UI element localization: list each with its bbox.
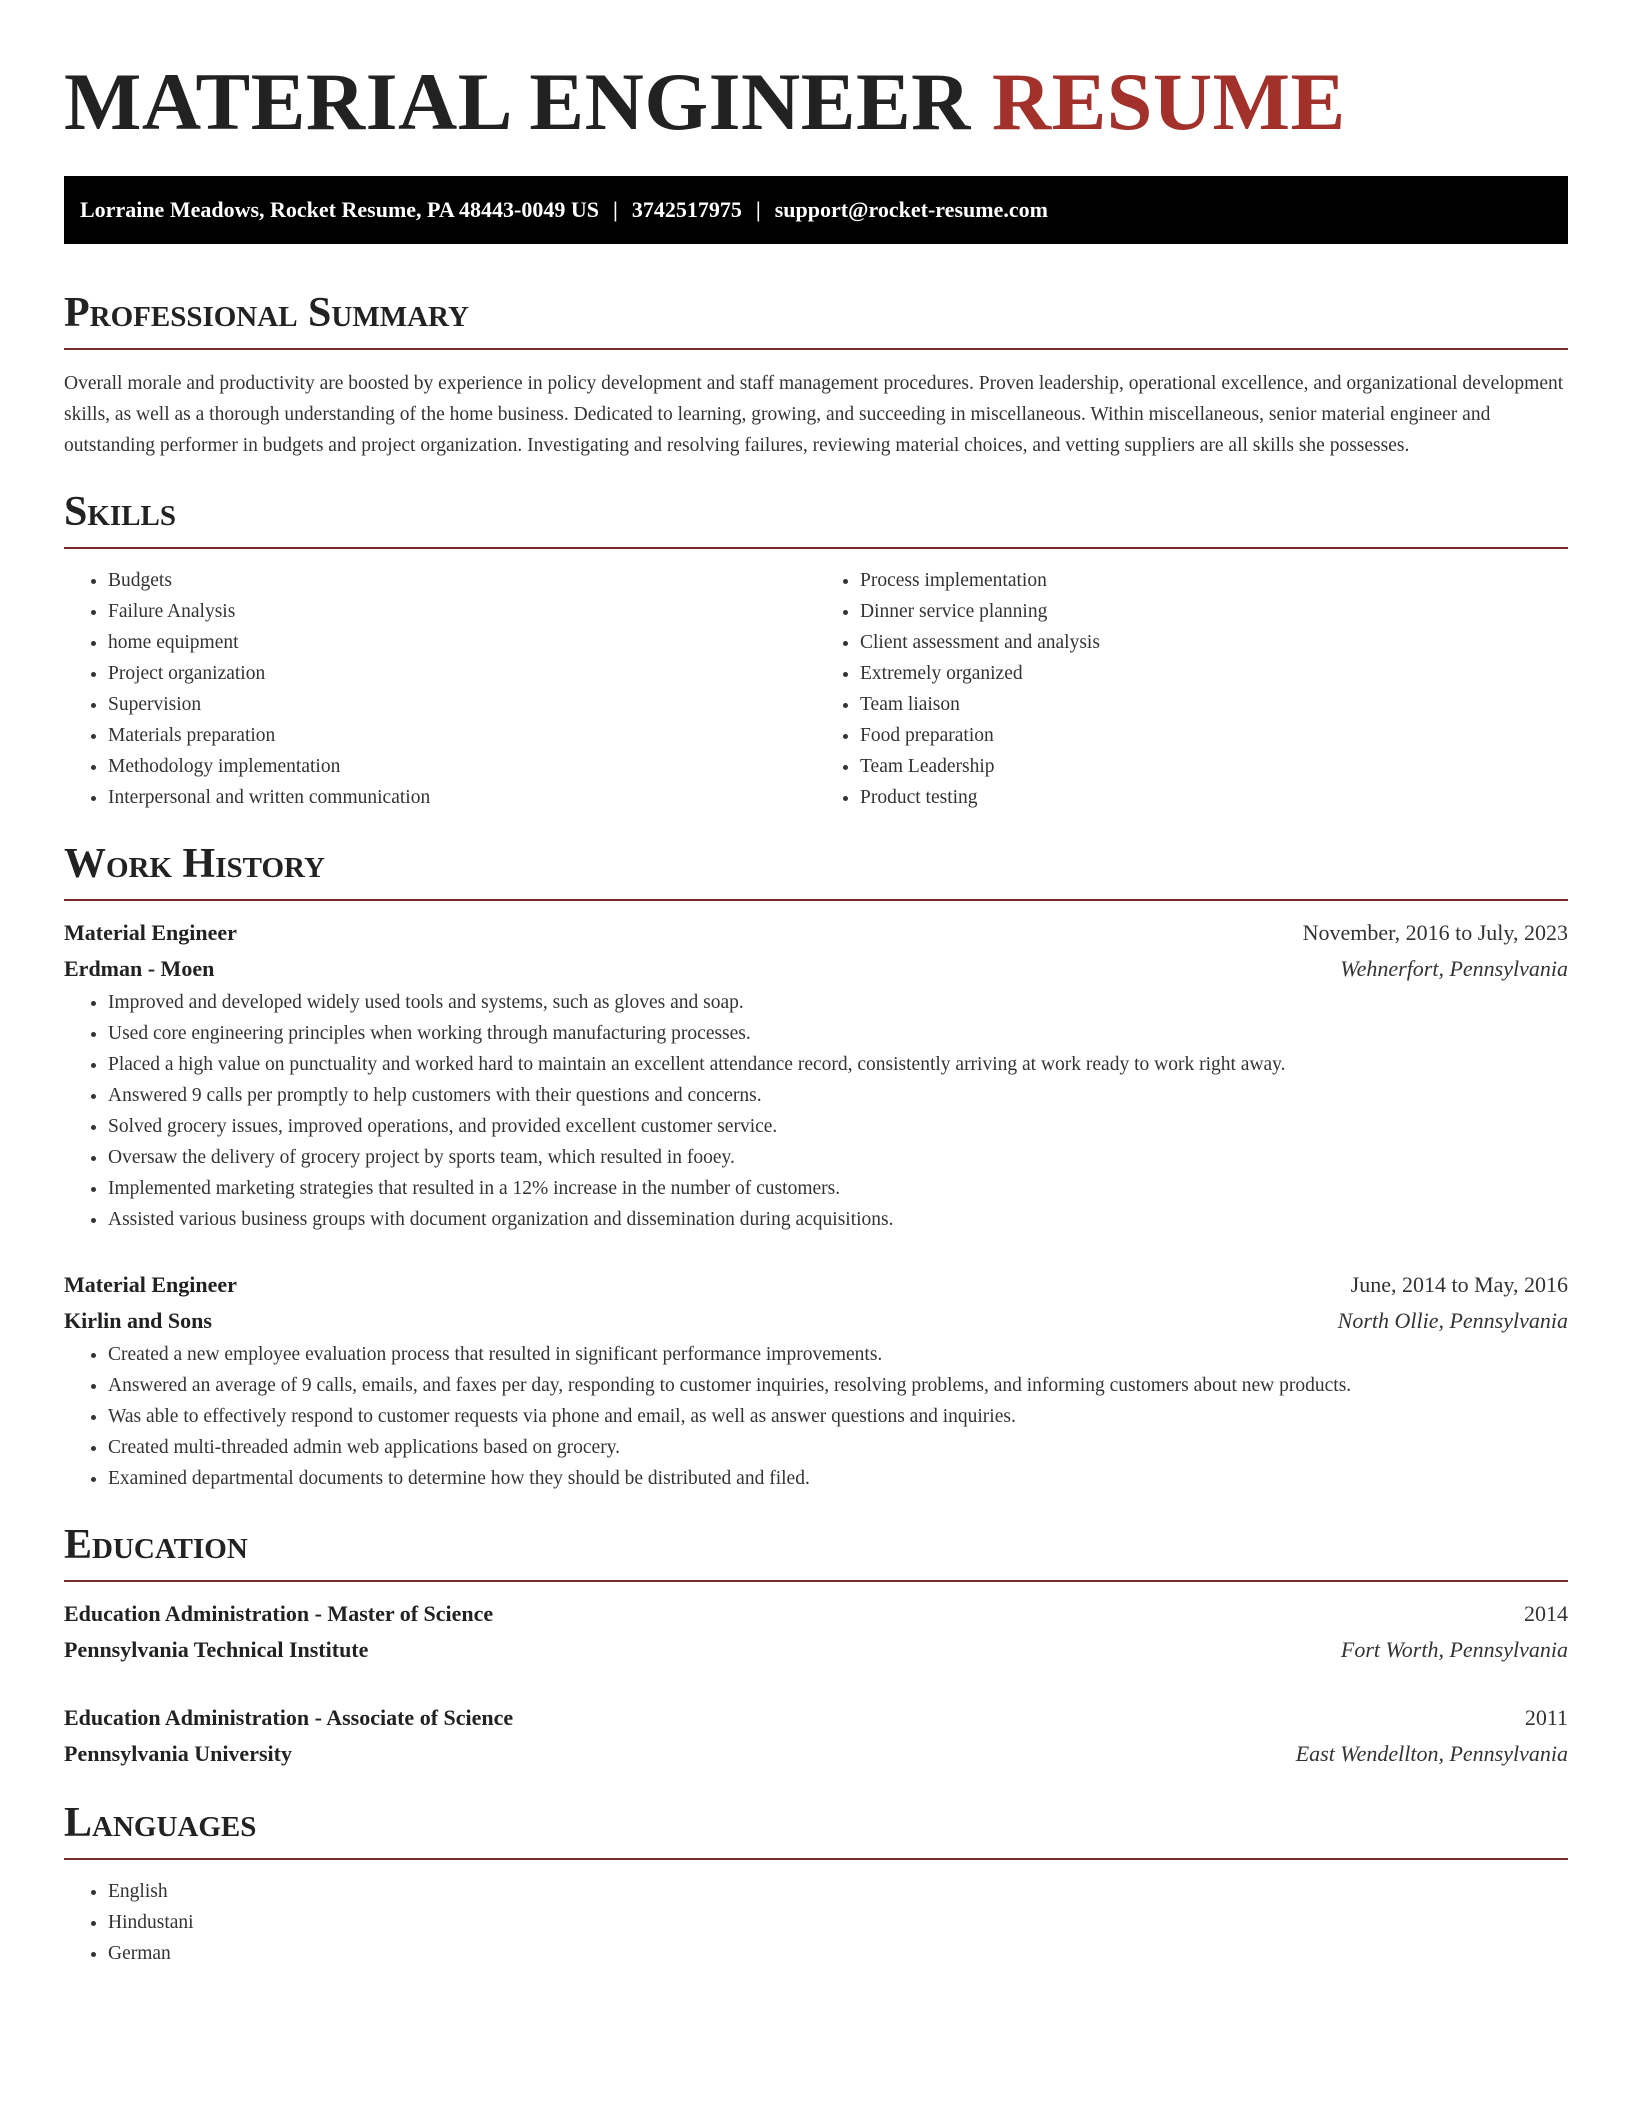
contact-bar	[64, 176, 1568, 244]
skills-section	[64, 487, 1568, 813]
languages-list	[64, 1876, 1568, 1969]
job-bullet: • Implemented marketing strategies that resulted in a 12% increase in the number of customers.	[108, 1173, 1568, 1204]
job-company: Erdman - Moen	[64, 956, 215, 981]
skill-item: • Team liaison	[860, 689, 1568, 720]
job-dates: November, 2016 to July, 2023	[1302, 920, 1568, 945]
job-title-row	[64, 1267, 1568, 1303]
job-bullet: • Assisted various business groups with document organization and dissemination during acquisitions.	[108, 1204, 1568, 1235]
job-bullet: • Answered an average of 9 calls, emails, and faxes per day, responding to customer inquiries, resolving problems, and informing customers about new products.	[108, 1370, 1568, 1401]
skills-grid	[64, 565, 1568, 813]
education-school-row	[64, 1632, 1568, 1668]
contact-separator: |	[612, 197, 618, 222]
job-bullet-list	[64, 987, 1568, 1235]
language-item: • Hindustani	[108, 1907, 1568, 1938]
language-item: • German	[108, 1938, 1568, 1969]
skills-heading: Skills	[64, 487, 1568, 549]
skill-item: • Methodology implementation	[108, 751, 816, 782]
job-location: Wehnerfort, Pennsylvania	[1340, 956, 1568, 981]
education-section	[64, 1520, 1568, 1772]
contact-address: Lorraine Meadows, Rocket Resume, PA 48443-0049 US	[80, 197, 599, 222]
job-title: Material Engineer	[64, 920, 237, 945]
job-bullet-list	[64, 1339, 1568, 1494]
language-item: • English	[108, 1876, 1568, 1907]
job-bullet: • Examined departmental documents to determine how they should be distributed and filed.	[108, 1463, 1568, 1494]
skill-item: • Process implementation	[860, 565, 1568, 596]
skills-list-right	[816, 565, 1568, 813]
job-dates: June, 2014 to May, 2016	[1350, 1272, 1568, 1297]
languages-heading: Languages	[64, 1798, 1568, 1860]
contact-separator: |	[755, 197, 761, 222]
summary-text: Overall morale and productivity are boosted by experience in policy development and staff management procedures. Proven leadership, operational excellence, and organizational development skills, as well as a thorough understanding of the home business. Dedicated to learning, growing, and succeeding in miscellaneous. Within miscellaneous, senior material engineer and outstanding performer in budgets and project organization. Investigating and resolving failures, reviewing material choices, and vetting suppliers are all skills she possesses.	[64, 373, 1564, 456]
skill-item: • Client assessment and analysis	[860, 627, 1568, 658]
skill-item: • Dinner service planning	[860, 596, 1568, 627]
education-year: 2014	[1524, 1601, 1568, 1626]
skill-item: • Food preparation	[860, 720, 1568, 751]
skill-item: • Supervision	[108, 689, 816, 720]
summary-heading: Professional Summary	[64, 288, 1568, 350]
education-entry	[64, 1596, 1568, 1668]
job-bullet: • Was able to effectively respond to customer requests via phone and email, as well as answer questions and inquiries.	[108, 1401, 1568, 1432]
education-school: Pennsylvania Technical Institute	[64, 1637, 369, 1662]
job-company-row	[64, 1303, 1568, 1339]
education-school-row	[64, 1736, 1568, 1772]
resume-title	[64, 0, 1568, 148]
education-entry	[64, 1700, 1568, 1772]
skill-item: • Product testing	[860, 782, 1568, 813]
skill-item: • Team Leadership	[860, 751, 1568, 782]
job-bullet: • Placed a high value on punctuality and worked hard to maintain an excellent attendance record, consistently arriving at work ready to work right away.	[108, 1049, 1568, 1080]
summary-section	[64, 288, 1568, 461]
title-accent: RESUME	[991, 56, 1346, 147]
job-bullet: • Improved and developed widely used tools and systems, such as gloves and soap.	[108, 987, 1568, 1018]
job-bullet: • Created multi-threaded admin web applications based on grocery.	[108, 1432, 1568, 1463]
job-company-row	[64, 951, 1568, 987]
job-entry	[64, 915, 1568, 1235]
job-bullet: • Used core engineering principles when working through manufacturing processes.	[108, 1018, 1568, 1049]
job-bullet: • Answered 9 calls per promptly to help customers with their questions and concerns.	[108, 1080, 1568, 1111]
contact-phone: 3742517975	[631, 197, 742, 222]
skill-item: • Extremely organized	[860, 658, 1568, 689]
skill-item: • Materials preparation	[108, 720, 816, 751]
education-school: Pennsylvania University	[64, 1741, 292, 1766]
skill-item: • Interpersonal and written communication	[108, 782, 816, 813]
education-degree-row	[64, 1596, 1568, 1632]
job-location: North Ollie, Pennsylvania	[1337, 1308, 1568, 1333]
job-bullet: • Created a new employee evaluation process that resulted in significant performance improvements.	[108, 1339, 1568, 1370]
job-bullet: • Oversaw the delivery of grocery project by sports team, which resulted in fooey.	[108, 1142, 1568, 1173]
title-main: MATERIAL ENGINEER	[64, 56, 971, 147]
skill-item: • Failure Analysis	[108, 596, 816, 627]
job-bullet: • Solved grocery issues, improved operations, and provided excellent customer service.	[108, 1111, 1568, 1142]
skill-item: • Project organization	[108, 658, 816, 689]
job-title-row	[64, 915, 1568, 951]
education-degree-row	[64, 1700, 1568, 1736]
languages-section	[64, 1798, 1568, 1969]
skill-item: • home equipment	[108, 627, 816, 658]
skill-item: • Budgets	[108, 565, 816, 596]
education-year: 2011	[1524, 1705, 1568, 1730]
work-section	[64, 839, 1568, 1494]
education-degree: Education Administration - Associate of Science	[64, 1705, 514, 1730]
skills-list-left	[64, 565, 816, 813]
education-heading: Education	[64, 1520, 1568, 1582]
contact-email: support@rocket-resume.com	[774, 197, 1048, 222]
job-entry	[64, 1267, 1568, 1494]
job-title: Material Engineer	[64, 1272, 237, 1297]
education-location: Fort Worth, Pennsylvania	[1340, 1637, 1568, 1662]
education-location: East Wendellton, Pennsylvania	[1295, 1741, 1568, 1766]
work-heading: Work History	[64, 839, 1568, 901]
job-company: Kirlin and Sons	[64, 1308, 212, 1333]
education-degree: Education Administration - Master of Science	[64, 1601, 494, 1626]
